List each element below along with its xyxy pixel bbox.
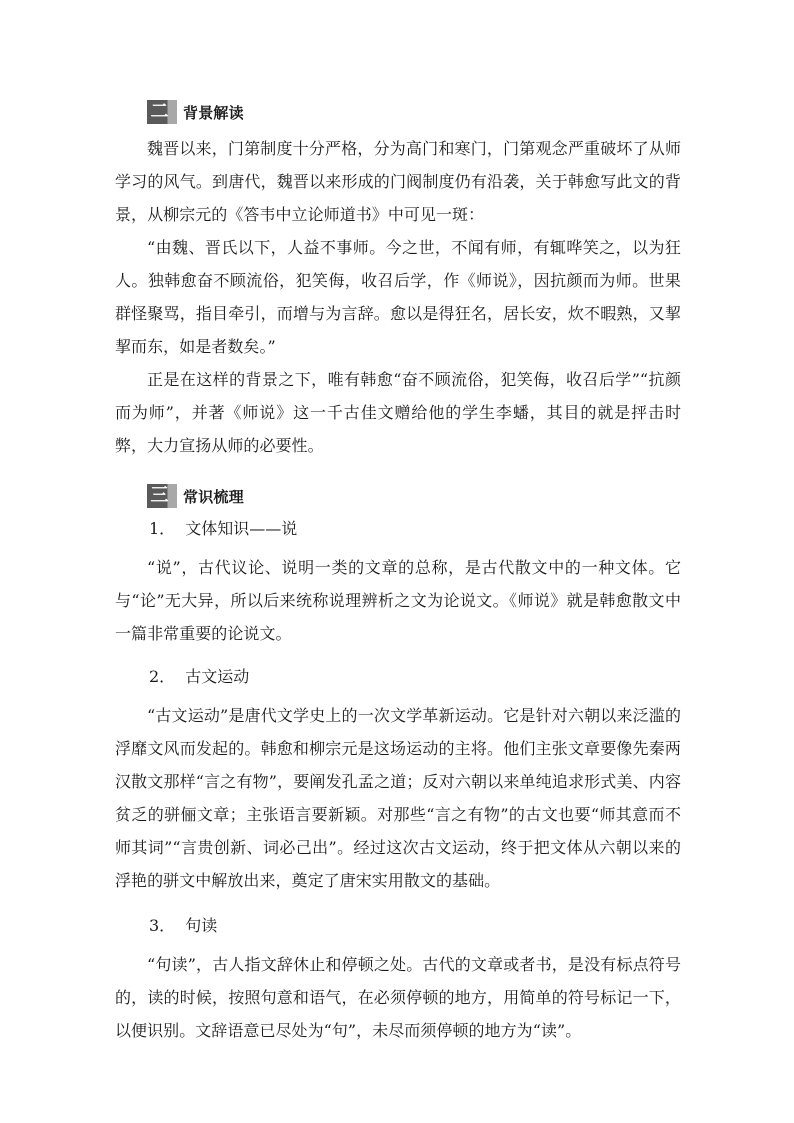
section-number-badge: [147, 484, 177, 508]
section-title: 背景解读: [183, 103, 244, 122]
subheading-text: 文体知识——说: [185, 519, 298, 538]
item-number: 1．: [149, 519, 176, 538]
item-number: 3．: [149, 916, 176, 935]
paragraph: “句读”，古人指文辞休止和停顿之处。古代的文章或者书，是没有标点符号的，读的时候，按照句意和语气，在必须停顿的地方，用简单的符号标记一下，以便识别。文辞语意已尽处为“句”，未尽而须停顿的地方为“读”。: [115, 955, 681, 1040]
subheading-text: 古文运动: [185, 667, 250, 686]
subheading-classical-prose-movement: [115, 660, 681, 693]
paragraph: “说”，古代议论、说明一类的文章的总称，是古代散文中的一种文体。它与“论”无大异，所以后来统称说理辨析之文为论说文。《师说》就是韩愈散文中一篇非常重要的论说文。: [115, 558, 681, 643]
subheading-text: 句读: [185, 916, 218, 935]
quote-paragraph: “由魏、晋氏以下，人益不事师。今之世，不闻有师，有辄哗笑之，以为狂人。独韩愈奋不顾流俗，犯笑侮，收召后学，作《师说》，因抗颜而为师。世果群怪聚骂，指目牵引，而增与为言辞。愈以是得狂名，居长安，炊不暇熟，又挈挈而东，如是者数矣。”: [115, 238, 681, 356]
paragraph: “古文运动”是唐代文学史上的一次文学革新运动。它是针对六朝以来泛滥的浮靡文风而发起的。韩愈和柳宗元是这场运动的主将。他们主张文章要像先秦两汉散文那样“言之有物”，要阐发孔孟之道；反对六朝以来单纯追求形式美、内容贫乏的骈俪文章；主张语言要新颖。对那些“言之有物”的古文也要“师其意而不师其词”“言贵创新、词必己出”。经过这次古文运动，终于把文体从六朝以来的浮艳的骈文中解放出来，奠定了唐宋实用散文的基础。: [115, 706, 681, 890]
paragraph: 正是在这样的背景之下，唯有韩愈“奋不顾流俗，犯笑侮，收召后学”“抗颜而为师”，并著《师说》这一千古佳文赠给他的学生李蟠，其目的就是抨击时弊，大力宣扬从师的必要性。: [115, 370, 681, 455]
subheading-genre: [115, 512, 681, 545]
document-page: [115, 96, 681, 1047]
section-number-badge: [147, 100, 177, 124]
section-header-knowledge: [115, 480, 681, 512]
section-number: 三: [150, 485, 169, 506]
section-title: 常识梳理: [183, 487, 244, 506]
section-number: 二: [150, 101, 169, 122]
item-number: 2．: [149, 667, 176, 686]
paragraph: 魏晋以来，门第制度十分严格，分为高门和寒门，门第观念严重破坏了从师学习的风气。到唐代，魏晋以来形成的门阀制度仍有沿袭，关于韩愈写此文的背景，从柳宗元的《答韦中立论师道书》中可见一斑：: [115, 139, 681, 224]
section-header-background: [115, 96, 681, 128]
subheading-punctuation: [115, 909, 681, 942]
